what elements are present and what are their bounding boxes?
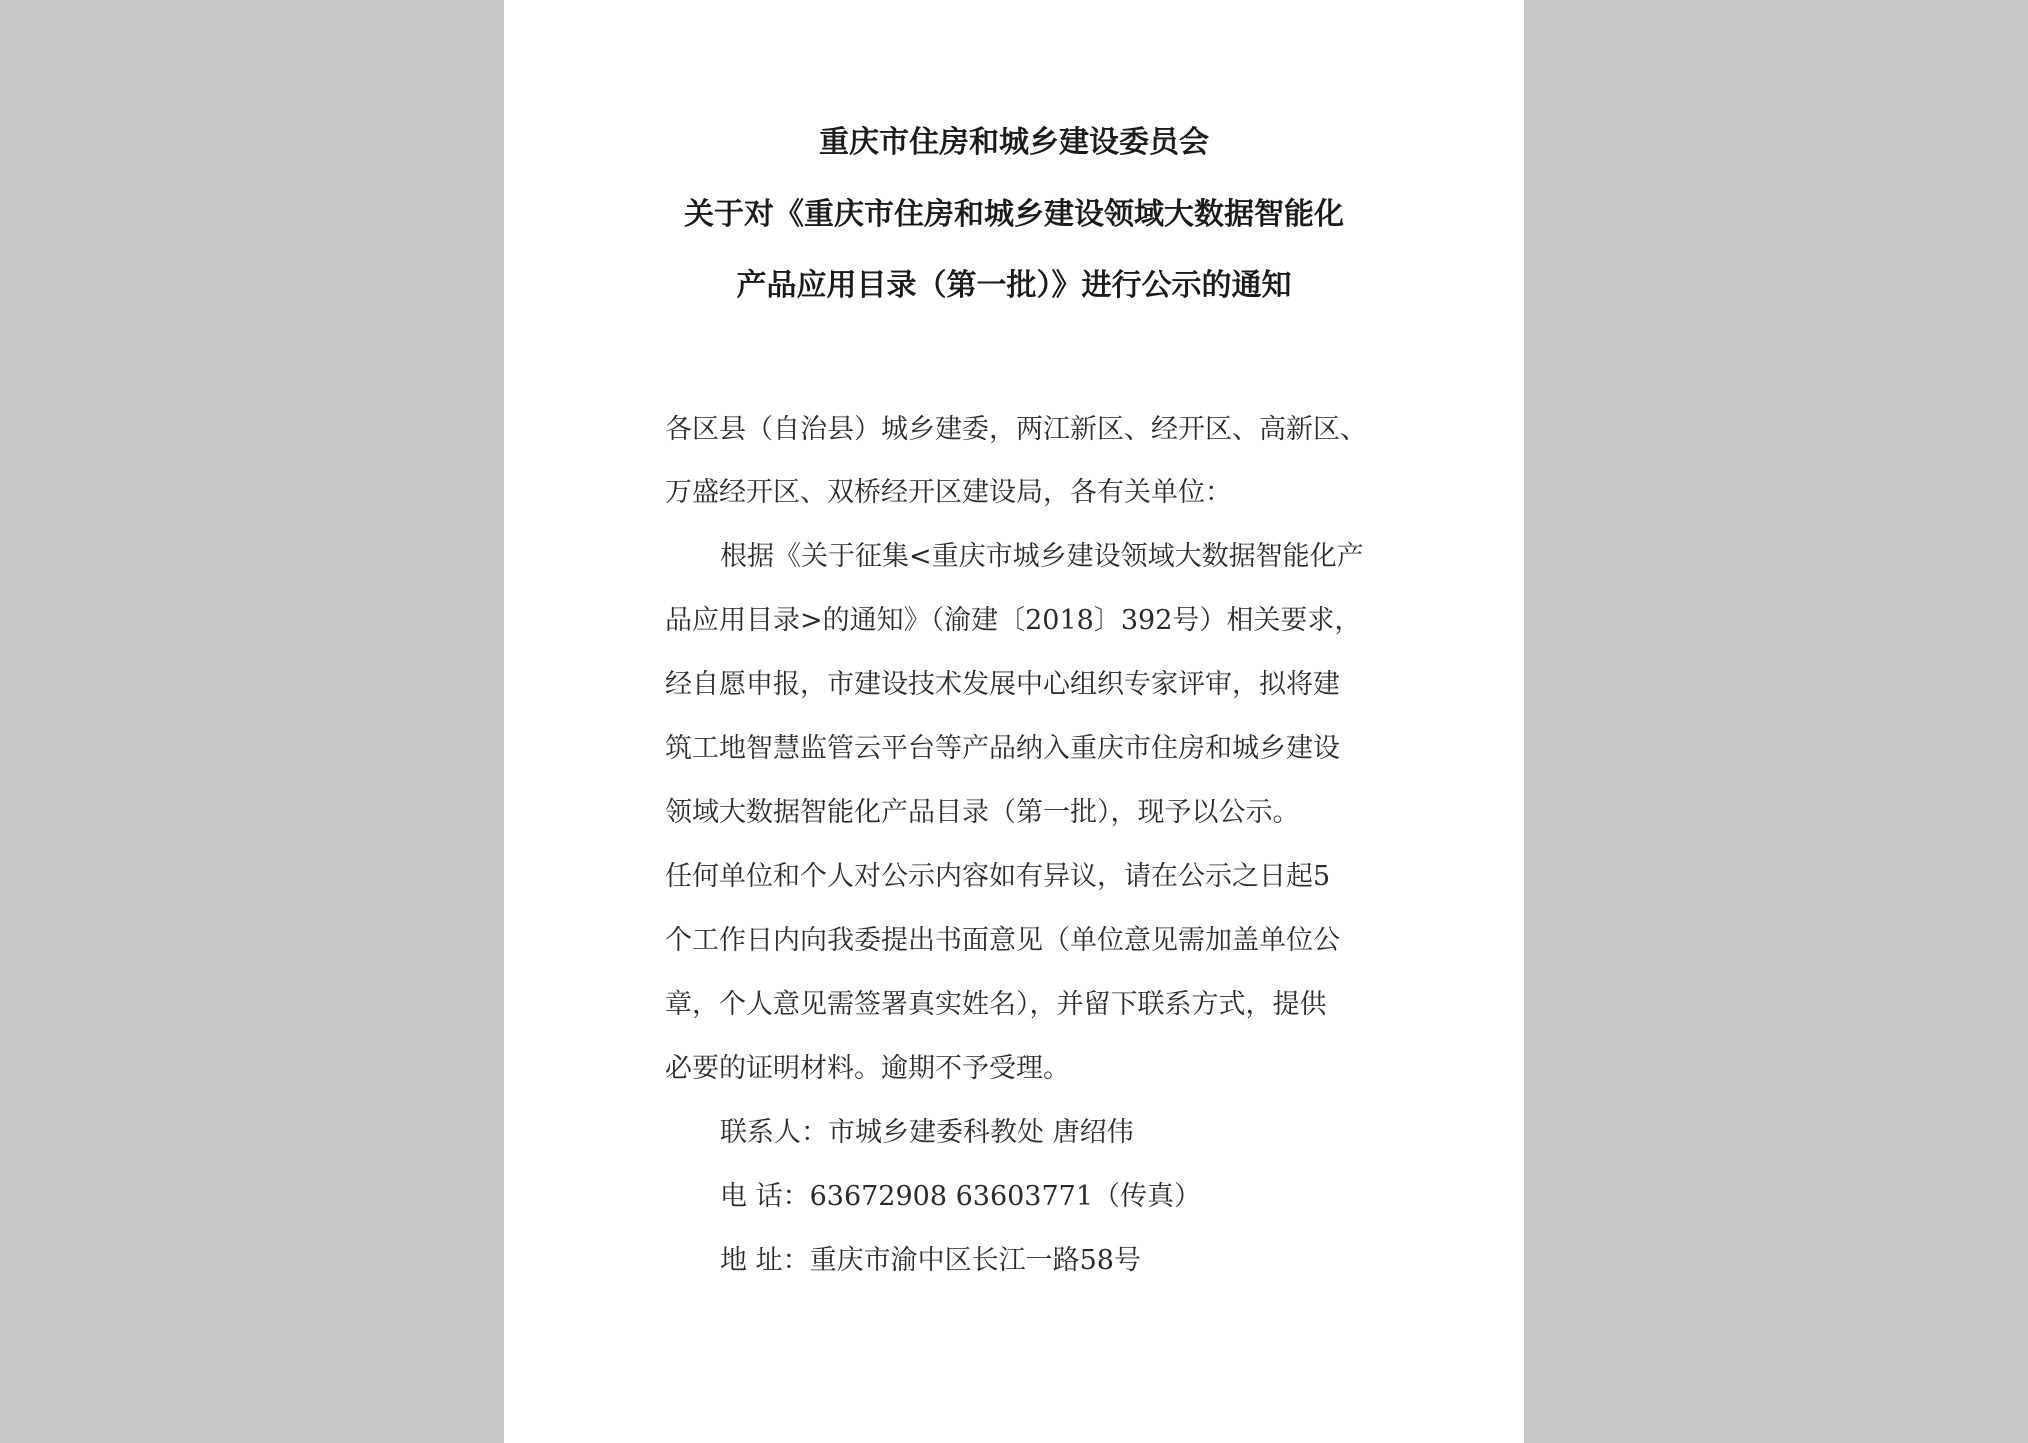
- title-line-3: 产品应用目录（第一批）》进行公示的通知: [736, 268, 1292, 303]
- title-line-2: 关于对《重庆市住房和城乡建设领域大数据智能化: [684, 197, 1344, 232]
- body-line-2: 品应用目录>的通知》（渝建〔2018〕392号）相关要求，: [665, 605, 1362, 636]
- document-page: [504, 0, 1524, 1443]
- body-line-9: 必要的证明材料。逾期不予受理。: [665, 1053, 1070, 1084]
- body-line-3: 经自愿申报，市建设技术发展中心组织专家评审，拟将建: [665, 669, 1340, 700]
- body-line-7: 个工作日内向我委提出书面意见（单位意见需加盖单位公: [665, 925, 1340, 956]
- body-line-1: 根据《关于征集<重庆市城乡建设领域大数据智能化产: [720, 541, 1364, 572]
- contact-person: 联系人：市城乡建委科教处 唐绍伟: [720, 1117, 1134, 1148]
- contact-phone: 电 话：63672908 63603771（传真）: [720, 1181, 1202, 1212]
- body-line-8: 章，个人意见需签署真实姓名），并留下联系方式，提供: [665, 989, 1327, 1020]
- body-line-4: 筑工地智慧监管云平台等产品纳入重庆市住房和城乡建设: [665, 733, 1340, 764]
- salutation-line-1: 各区县（自治县）城乡建委，两江新区、经开区、高新区、: [665, 414, 1367, 445]
- contact-address: 地 址：重庆市渝中区长江一路58号: [720, 1245, 1141, 1276]
- body-line-5: 领域大数据智能化产品目录（第一批），现予以公示。: [665, 797, 1300, 828]
- title-line-1: 重庆市住房和城乡建设委员会: [819, 125, 1209, 160]
- body-line-6: 任何单位和个人对公示内容如有异议，请在公示之日起5: [665, 861, 1331, 892]
- salutation-line-2: 万盛经开区、双桥经开区建设局，各有关单位：: [665, 477, 1232, 508]
